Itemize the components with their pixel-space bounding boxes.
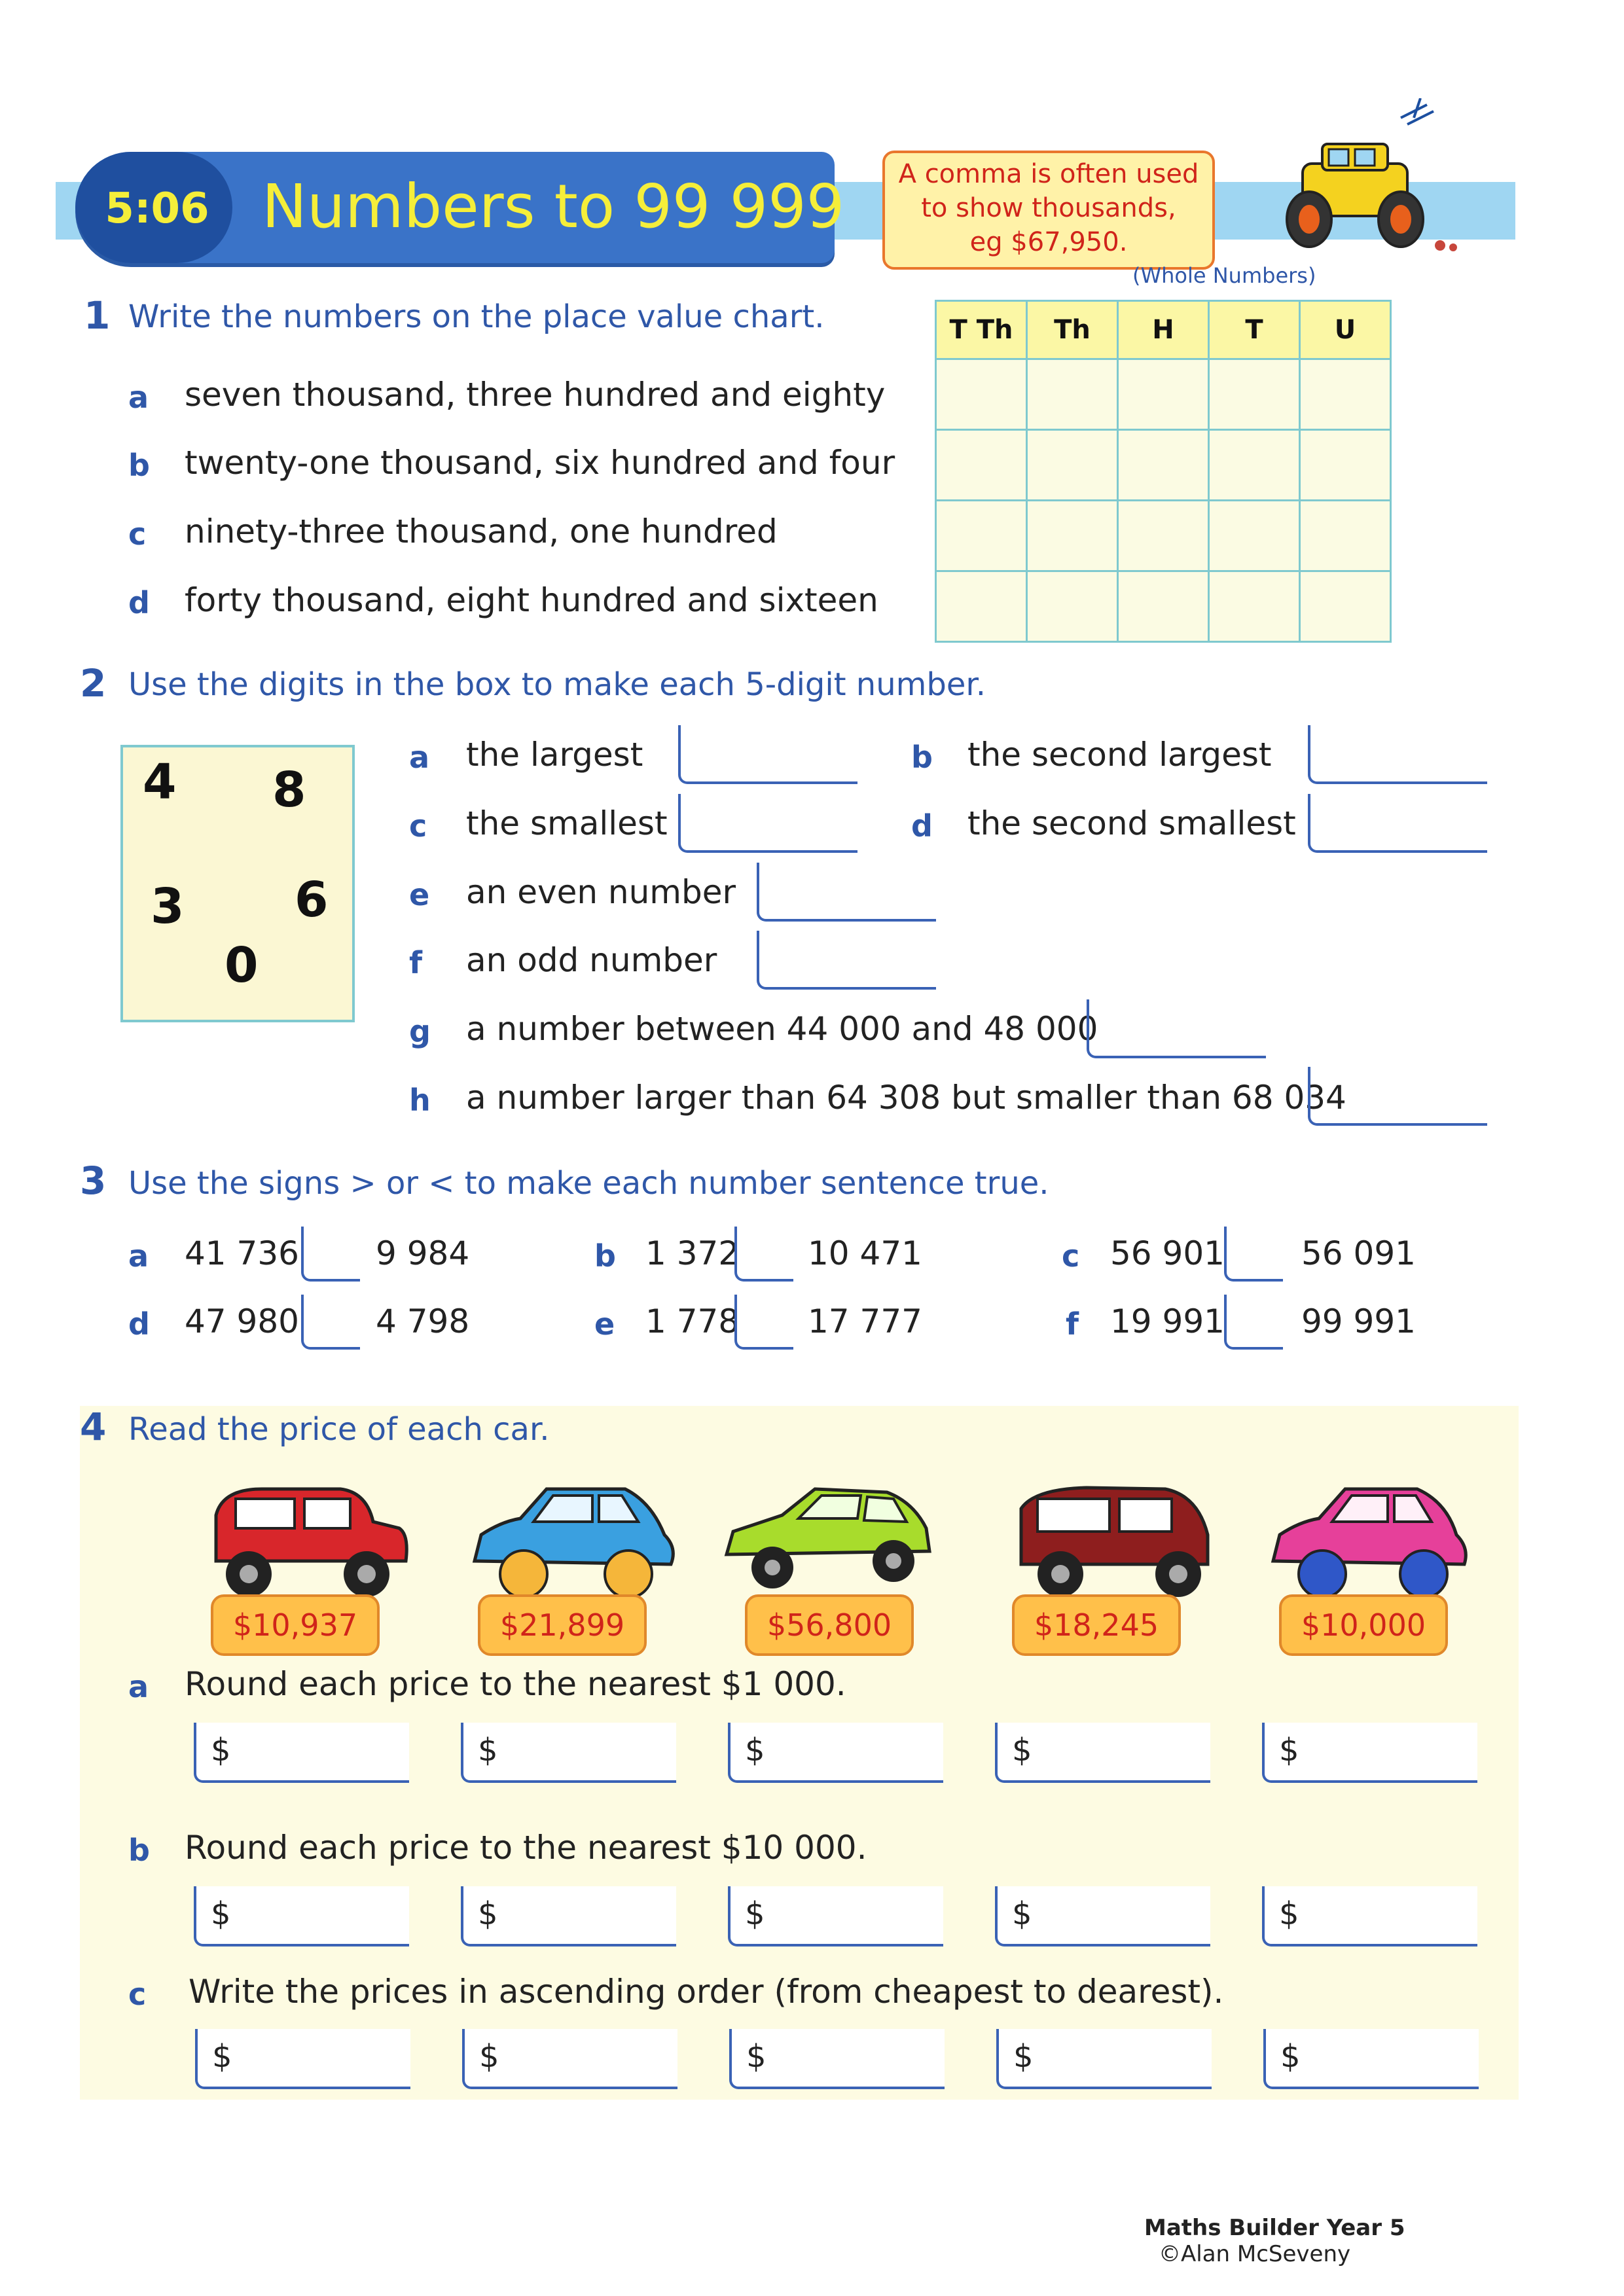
question-3-number: 3 xyxy=(80,1158,107,1203)
q3-item-d-left: 47 980 xyxy=(185,1302,299,1340)
q3-sign-box-c[interactable] xyxy=(1224,1227,1283,1282)
note-line-1: A comma is often used xyxy=(898,159,1199,189)
q2-item-c-letter: c xyxy=(409,808,427,844)
q4-b-answer-4[interactable] xyxy=(995,1886,1210,1946)
dollar-sign: $ xyxy=(211,1895,231,1932)
price-tag-5: $10,000 xyxy=(1279,1594,1448,1656)
q4-part-a-letter: a xyxy=(128,1669,149,1704)
q4-c-answer-2[interactable] xyxy=(462,2029,677,2089)
chart-row-d xyxy=(936,571,1391,642)
question-4-number: 4 xyxy=(80,1405,107,1449)
column-header-t: T xyxy=(1209,301,1300,359)
price-tag-3: $56,800 xyxy=(745,1594,914,1656)
chart-cell[interactable] xyxy=(1209,501,1300,571)
q1-item-c-letter: c xyxy=(128,516,147,552)
q4-part-b-letter: b xyxy=(128,1833,150,1868)
q4-b-answer-5[interactable] xyxy=(1262,1886,1477,1946)
digit-8: 8 xyxy=(272,762,306,818)
comma-note xyxy=(882,151,1215,270)
q2-item-e-text: an even number xyxy=(466,873,736,911)
dollar-sign: $ xyxy=(478,1895,498,1932)
q2-answer-b[interactable] xyxy=(1308,725,1487,784)
q4-b-answer-2[interactable] xyxy=(461,1886,676,1946)
digit-6: 6 xyxy=(295,872,329,928)
q3-item-d-right: 4 798 xyxy=(376,1302,470,1340)
question-2-instruction: Use the digits in the box to make each 5-digit number. xyxy=(128,666,986,703)
chart-cell[interactable] xyxy=(1300,430,1391,501)
footer-book-title: Maths Builder Year 5 xyxy=(1144,2215,1405,2241)
chart-cell[interactable] xyxy=(1209,430,1300,501)
q1-item-b-text: twenty-one thousand, six hundred and four xyxy=(185,444,895,482)
column-header-u: U xyxy=(1300,301,1391,359)
question-4-instruction: Read the price of each car. xyxy=(128,1411,550,1448)
chart-cell[interactable] xyxy=(1118,571,1209,642)
q3-item-b-left: 1 372 xyxy=(645,1234,740,1272)
column-header-th: Th xyxy=(1027,301,1118,359)
question-1-instruction: Write the numbers on the place value chart. xyxy=(128,298,825,335)
chart-cell[interactable] xyxy=(1300,501,1391,571)
digit-box xyxy=(120,745,355,1022)
dollar-sign: $ xyxy=(212,2038,232,2075)
chart-cell[interactable] xyxy=(1209,571,1300,642)
chart-row-b xyxy=(936,430,1391,501)
q1-item-a-text: seven thousand, three hundred and eighty xyxy=(185,376,886,414)
q2-item-e-letter: e xyxy=(409,877,430,912)
q1-item-d-letter: d xyxy=(128,585,150,620)
digit-0: 0 xyxy=(225,937,259,994)
column-header-h: H xyxy=(1118,301,1209,359)
car-pink-icon xyxy=(1260,1476,1476,1607)
q3-item-b-letter: b xyxy=(594,1238,616,1274)
dollar-sign: $ xyxy=(1280,2038,1301,2075)
q3-item-b-right: 10 471 xyxy=(808,1234,922,1272)
q2-answer-a[interactable] xyxy=(678,725,857,784)
q3-item-a-left: 41 736 xyxy=(185,1234,299,1272)
q1-item-b-letter: b xyxy=(128,448,150,483)
q3-item-c-right: 56 091 xyxy=(1301,1234,1416,1272)
chart-row-c xyxy=(936,501,1391,571)
q2-answer-g[interactable] xyxy=(1087,999,1266,1058)
q2-answer-d[interactable] xyxy=(1308,794,1487,853)
q4-part-c-text: Write the prices in ascending order (from cheapest to dearest). xyxy=(189,1973,1224,2011)
digit-3: 3 xyxy=(151,878,185,935)
q2-item-g-letter: g xyxy=(409,1014,431,1049)
q4-b-answer-3[interactable] xyxy=(728,1886,943,1946)
chart-cell[interactable] xyxy=(936,571,1027,642)
dollar-sign: $ xyxy=(1279,1895,1299,1932)
q3-item-f-left: 19 991 xyxy=(1110,1302,1225,1340)
q3-item-e-left: 1 778 xyxy=(645,1302,740,1340)
chart-cell[interactable] xyxy=(1209,359,1300,430)
dollar-sign: $ xyxy=(478,1732,498,1768)
chart-cell[interactable] xyxy=(1118,359,1209,430)
dollar-sign: $ xyxy=(211,1732,231,1768)
place-value-chart xyxy=(935,300,1392,643)
price-tag-2: $21,899 xyxy=(478,1594,647,1656)
q4-c-answer-4[interactable] xyxy=(996,2029,1212,2089)
q4-a-answer-5[interactable] xyxy=(1262,1723,1477,1783)
q4-c-answer-5[interactable] xyxy=(1263,2029,1479,2089)
q3-item-a-right: 9 984 xyxy=(376,1234,470,1272)
q2-item-b-letter: b xyxy=(911,740,933,775)
q2-answer-c[interactable] xyxy=(678,794,857,853)
digit-4: 4 xyxy=(143,754,177,810)
car-red-icon xyxy=(190,1476,412,1607)
chart-cell[interactable] xyxy=(936,430,1027,501)
q2-item-d-text: the second smallest xyxy=(967,804,1296,842)
topic-label: (Whole Numbers) xyxy=(1132,263,1316,288)
q3-sign-box-b[interactable] xyxy=(734,1227,793,1282)
q3-item-e-right: 17 777 xyxy=(808,1302,922,1340)
q2-item-a-letter: a xyxy=(409,740,430,775)
q3-item-c-letter: c xyxy=(1062,1238,1080,1274)
q4-a-answer-1[interactable] xyxy=(194,1723,409,1783)
price-tag-4: $18,245 xyxy=(1012,1594,1181,1656)
chart-cell[interactable] xyxy=(1118,501,1209,571)
q4-part-a-text: Round each price to the nearest $1 000. xyxy=(185,1665,846,1703)
section-number: 5:06 xyxy=(105,185,209,233)
car-green-icon xyxy=(717,1476,939,1607)
chart-cell[interactable] xyxy=(1027,430,1118,501)
question-3-instruction: Use the signs > or < to make each number sentence true. xyxy=(128,1165,1049,1202)
chart-cell[interactable] xyxy=(1118,430,1209,501)
dollar-sign: $ xyxy=(745,1732,765,1768)
dollar-sign: $ xyxy=(745,1895,765,1932)
footer-copyright: ©Alan McSeveny xyxy=(1159,2241,1351,2267)
q4-part-b-text: Round each price to the nearest $10 000. xyxy=(185,1829,867,1867)
q3-sign-box-f[interactable] xyxy=(1224,1295,1283,1350)
column-header-tth: T Th xyxy=(936,301,1027,359)
q4-c-answer-1[interactable] xyxy=(195,2029,410,2089)
chart-cell[interactable] xyxy=(936,501,1027,571)
q1-item-c-text: ninety-three thousand, one hundred xyxy=(185,512,778,550)
dollar-sign: $ xyxy=(1012,1732,1032,1768)
dollar-sign: $ xyxy=(479,2038,499,2075)
q3-item-f-letter: f xyxy=(1066,1306,1079,1342)
q1-item-a-letter: a xyxy=(128,380,149,415)
price-tag-1: $10,937 xyxy=(211,1594,380,1656)
q3-sign-box-e[interactable] xyxy=(734,1295,793,1350)
q3-item-f-right: 99 991 xyxy=(1301,1302,1416,1340)
note-line-3: eg $67,950. xyxy=(969,227,1128,257)
chart-cell[interactable] xyxy=(1300,571,1391,642)
q4-b-answer-1[interactable] xyxy=(194,1886,409,1946)
car-maroon-icon xyxy=(1008,1476,1224,1607)
q4-c-answer-3[interactable] xyxy=(729,2029,945,2089)
question-1-number: 1 xyxy=(84,293,111,338)
chart-cell[interactable] xyxy=(1027,359,1118,430)
q3-item-e-letter: e xyxy=(594,1306,615,1342)
dollar-sign: $ xyxy=(1279,1732,1299,1768)
q3-item-a-letter: a xyxy=(128,1238,149,1274)
q2-item-c-text: the smallest xyxy=(466,804,668,842)
q1-item-d-text: forty thousand, eight hundred and sixteen xyxy=(185,581,878,619)
q4-a-answer-3[interactable] xyxy=(728,1723,943,1783)
q3-item-d-letter: d xyxy=(128,1306,150,1342)
dollar-sign: $ xyxy=(746,2038,767,2075)
car-blue-icon xyxy=(461,1476,684,1607)
dollar-sign: $ xyxy=(1013,2038,1034,2075)
chart-cell[interactable] xyxy=(1027,571,1118,642)
q3-item-c-left: 56 901 xyxy=(1110,1234,1225,1272)
q2-item-h-text: a number larger than 64 308 but smaller than 68 034 xyxy=(466,1079,1346,1117)
q2-answer-e[interactable] xyxy=(757,863,936,922)
q2-item-g-text: a number between 44 000 and 48 000 xyxy=(466,1010,1098,1048)
q2-answer-f[interactable] xyxy=(757,931,936,990)
q2-item-d-letter: d xyxy=(911,808,933,844)
chart-cell[interactable] xyxy=(1027,501,1118,571)
question-2-number: 2 xyxy=(80,661,107,706)
note-line-2: to show thousands, xyxy=(921,193,1176,223)
q4-a-answer-4[interactable] xyxy=(995,1723,1210,1783)
q2-item-b-text: the second largest xyxy=(967,736,1272,774)
page-title: Numbers to 99 999 xyxy=(262,171,845,242)
q3-sign-box-a[interactable] xyxy=(301,1227,360,1282)
chart-cell[interactable] xyxy=(936,359,1027,430)
q2-item-f-text: an odd number xyxy=(466,941,717,979)
q2-answer-h[interactable] xyxy=(1308,1067,1487,1126)
q2-item-h-letter: h xyxy=(409,1083,431,1118)
q2-item-a-text: the largest xyxy=(466,736,643,774)
q3-sign-box-d[interactable] xyxy=(301,1295,360,1350)
q4-part-c-letter: c xyxy=(128,1977,147,2012)
chart-cell[interactable] xyxy=(1300,359,1391,430)
q4-a-answer-2[interactable] xyxy=(461,1723,676,1783)
q2-item-f-letter: f xyxy=(409,945,423,980)
dollar-sign: $ xyxy=(1012,1895,1032,1932)
chart-row-a xyxy=(936,359,1391,430)
jeep-illustration xyxy=(1263,98,1479,262)
